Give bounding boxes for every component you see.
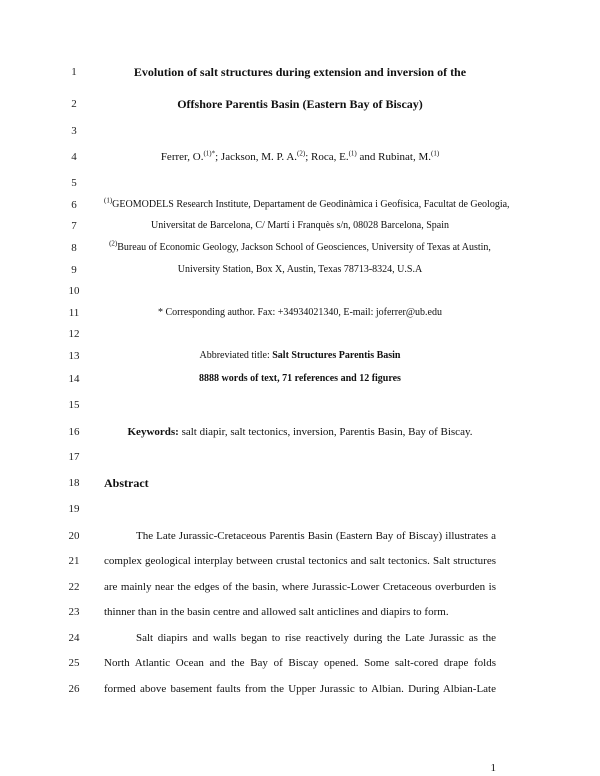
line-number: 6 <box>71 199 77 211</box>
paper-title-line-1: Evolution of salt structures during extension and inversion of the <box>133 65 467 79</box>
author-affiliation-mark: (2) <box>297 149 306 158</box>
page-number: 1 <box>490 762 496 774</box>
affiliation-text: GEOMODELS Research Institute, Departament de Geodinàmica i Geofísica, Facultat de Geologia, <box>112 199 510 210</box>
abstract-heading: Abstract <box>104 476 149 490</box>
line-number: 25 <box>68 657 80 669</box>
line-number: 18 <box>68 477 80 489</box>
keywords-list: salt diapir, salt tectonics, inversion, Parentis Basin, Bay of Biscay. <box>178 426 473 438</box>
affiliation-2-line-2: University Station, Box X, Austin, Texas 78713-8324, U.S.A <box>177 264 423 275</box>
line-number: 17 <box>68 451 80 463</box>
line-number: 13 <box>68 350 80 362</box>
line-number: 2 <box>71 98 77 110</box>
line-number: 11 <box>68 307 80 319</box>
abstract-line: complex geological interplay between crustal tectonics and salt tectonics. Salt structures <box>104 555 496 567</box>
abstract-line: The Late Jurassic-Cretaceous Parentis Basin (Eastern Bay of Biscay) illustrates a <box>136 530 496 542</box>
abstract-line: thinner than in the basin centre and allowed salt anticlines and diapirs to form. <box>104 606 449 618</box>
line-number: 8 <box>71 242 77 254</box>
author-affiliation-mark: (1)* <box>203 149 216 158</box>
line-number: 26 <box>68 683 80 695</box>
affiliation-1-line-1 <box>104 196 510 210</box>
line-number: 22 <box>68 581 80 593</box>
author-name: ; Jackson, M. P. A. <box>215 151 298 163</box>
abbreviated-title <box>104 350 496 361</box>
line-number: 16 <box>68 426 80 438</box>
abstract-line: Salt diapirs and walls began to rise reactively during the Late Jurassic as the <box>136 632 496 644</box>
paper-title-line-2: Offshore Parentis Basin (Eastern Bay of Biscay) <box>177 97 423 111</box>
author-name: and Rubinat, M. <box>356 151 431 163</box>
word-count: 8888 words of text, 71 references and 12 figures <box>199 373 401 384</box>
line-number: 4 <box>71 151 77 163</box>
line-number: 1 <box>71 66 77 78</box>
line-number: 7 <box>71 220 77 232</box>
line-number: 10 <box>68 285 80 297</box>
abbreviated-title-label: Abbreviated title: <box>199 350 273 361</box>
keywords-label: Keywords: <box>127 426 179 438</box>
line-number: 15 <box>68 399 80 411</box>
line-number: 23 <box>68 606 80 618</box>
line-number: 9 <box>71 264 77 276</box>
line-number: 24 <box>68 632 80 644</box>
author-list <box>104 151 496 163</box>
line-number: 20 <box>68 530 80 542</box>
line-number: 14 <box>68 373 80 385</box>
author-name: Ferrer, O. <box>160 151 204 163</box>
line-number: 5 <box>71 177 77 189</box>
affiliation-mark: (2) <box>109 239 118 248</box>
abstract-line: are mainly near the edges of the basin, where Jurassic-Lower Cretaceous overburden is <box>104 581 496 593</box>
affiliation-text: Bureau of Economic Geology, Jackson School of Geosciences, University of Texas at Austin, <box>117 242 491 253</box>
corresponding-author: * Corresponding author. Fax: +34934021340, E-mail: joferrer@ub.edu <box>158 307 442 318</box>
keywords <box>104 426 496 438</box>
abstract-line: North Atlantic Ocean and the Bay of Biscay opened. Some salt-cored drape folds <box>104 657 496 669</box>
affiliation-2-line-1 <box>104 239 496 253</box>
affiliation-mark: (1) <box>104 196 113 205</box>
author-name: ; Roca, E. <box>305 151 349 163</box>
abbreviated-title-value: Salt Structures Parentis Basin <box>272 350 401 361</box>
abstract-line: formed above basement faults from the Upper Jurassic to Albian. During Albian-Late <box>104 683 496 695</box>
author-affiliation-mark: (1) <box>431 149 440 158</box>
line-number: 12 <box>68 328 80 340</box>
line-number: 21 <box>68 555 80 567</box>
line-number: 19 <box>68 503 80 515</box>
line-number: 3 <box>71 125 77 137</box>
affiliation-1-line-2: Universitat de Barcelona, C/ Martí i Franquès s/n, 08028 Barcelona, Spain <box>151 220 449 231</box>
author-affiliation-mark: (1) <box>348 149 357 158</box>
